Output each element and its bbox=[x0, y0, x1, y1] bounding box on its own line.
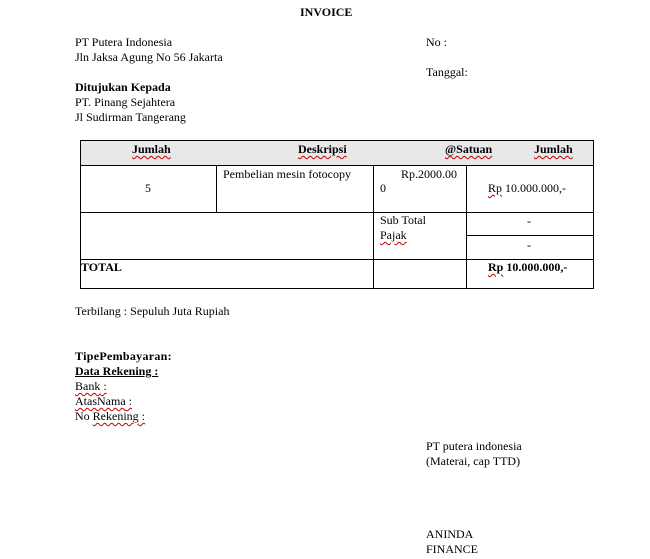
bank-label: Bank bbox=[75, 379, 101, 393]
signer-name: ANINDA bbox=[426, 527, 474, 541]
recipient-address: Jl Sudirman Tangerang bbox=[75, 110, 186, 124]
grand-total-currency: Rp bbox=[488, 260, 504, 274]
table-divider-subtotal bbox=[466, 235, 594, 236]
account-holder-colon: : bbox=[125, 394, 132, 408]
signature-company: PT putera indonesia bbox=[426, 439, 522, 453]
item-description: Pembelian mesin fotocopy bbox=[223, 167, 351, 181]
tax-label: Pajak bbox=[380, 228, 407, 242]
item-unit-price-line1: Rp.2000.00 bbox=[401, 167, 458, 181]
account-holder-label: AtasNama bbox=[75, 394, 126, 408]
account-data-heading: Data Rekening : bbox=[75, 364, 159, 378]
total-label: TOTAL bbox=[81, 260, 122, 274]
invoice-title: INVOICE bbox=[300, 5, 353, 19]
table-border-bottom bbox=[80, 288, 594, 289]
table-border-right bbox=[593, 140, 594, 289]
account-number-field bbox=[75, 409, 145, 424]
item-amount-currency: Rp bbox=[488, 181, 503, 195]
grand-total bbox=[488, 260, 567, 275]
recipient-heading: Ditujukan Kepada bbox=[75, 80, 171, 94]
account-number-label: Rekening bbox=[92, 409, 139, 423]
account-holder-field bbox=[75, 394, 132, 409]
company-name: PT Putera Indonesia bbox=[75, 35, 173, 49]
item-unit-price-line2: 0 bbox=[380, 181, 386, 195]
item-amount-value: 10.000.000,- bbox=[502, 181, 567, 195]
table-col-divider-2 bbox=[373, 165, 374, 289]
item-qty: 5 bbox=[145, 181, 151, 195]
bank-colon: : bbox=[100, 379, 107, 393]
grand-total-value: 10.000.000,- bbox=[503, 260, 568, 274]
amount-in-words: Terbilang : Sepuluh Juta Rupiah bbox=[75, 304, 230, 318]
column-header-description: Deskripsi bbox=[298, 142, 347, 156]
subtotal-label: Sub Total bbox=[380, 213, 426, 227]
item-amount bbox=[488, 181, 566, 196]
table-divider-header bbox=[80, 165, 594, 166]
company-address: Jln Jaksa Agung No 56 Jakarta bbox=[75, 50, 223, 64]
table-col-divider-1 bbox=[216, 165, 217, 213]
signature-note: (Materai, cap TTD) bbox=[426, 454, 521, 468]
table-border-top bbox=[80, 140, 594, 141]
recipient-name: PT. Pinang Sejahtera bbox=[75, 95, 176, 109]
subtotal-value: - bbox=[527, 214, 531, 228]
account-number-prefix: No bbox=[75, 409, 90, 423]
table-divider-row bbox=[80, 212, 594, 213]
table-col-divider-3 bbox=[466, 165, 467, 289]
payment-type-label: TipePembayaran: bbox=[75, 349, 172, 363]
bank-field bbox=[75, 379, 107, 394]
signer-title: FINANCE bbox=[426, 542, 479, 556]
tax-value: - bbox=[527, 238, 531, 252]
column-header-amount: Jumlah bbox=[534, 142, 573, 156]
column-header-qty: Jumlah bbox=[132, 142, 171, 156]
column-header-unit-price: @Satuan bbox=[445, 142, 493, 156]
account-number-colon: : bbox=[138, 409, 146, 423]
invoice-number-label: No : bbox=[426, 35, 447, 49]
invoice-date-label: Tanggal: bbox=[426, 65, 468, 79]
